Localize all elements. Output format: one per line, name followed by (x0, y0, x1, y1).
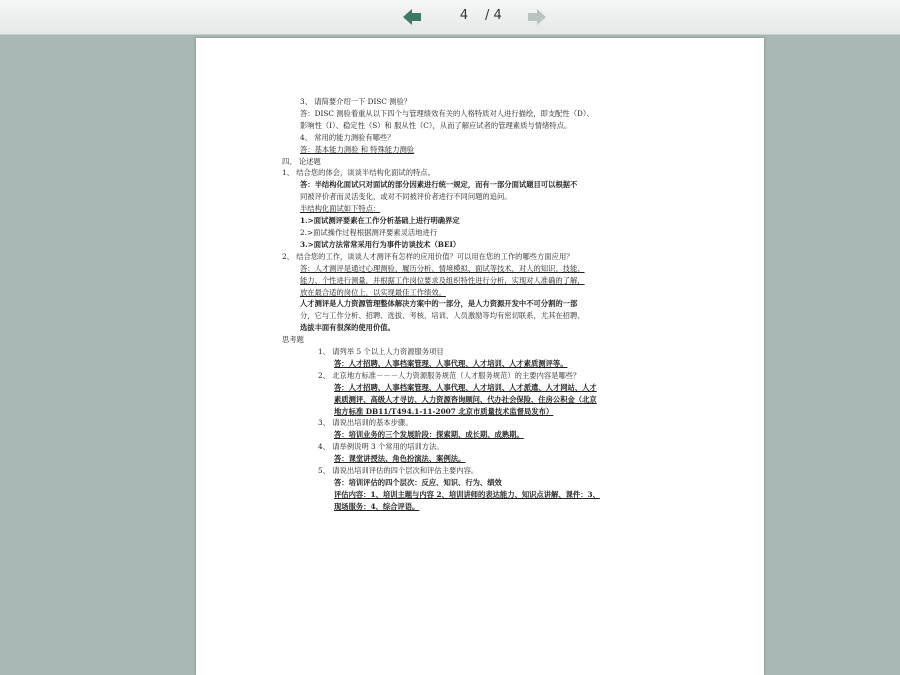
question-1: 1、 结合您的体会，谈谈半结构化面试的特点。 (282, 168, 435, 178)
answer-line: 素质测评、高级人才寻访、人力资源咨询顾问、代办社会保险、住房公积金（北京 (334, 394, 597, 404)
question-1: 1、 请列举 5 个以上人力资源服务项目 (318, 347, 444, 357)
question-2: 2、 结合您的工作，谈谈人才测评有怎样的应用价值？可以用在您的工作的哪些方面应用？ (282, 251, 574, 261)
answer-line: 2.>面试操作过程根据测评要素灵活地进行 (300, 227, 438, 237)
answer-line: 能力、个性进行测量，并根据工作岗位要求及组织特性进行分析，实现对人准确的了解， (300, 275, 585, 285)
answer-line: 人才测评是人力资源管理整体解决方案中的一部分，是人力资源开发中不可分割的一部 (300, 299, 578, 309)
answer-line: 答：人才招聘、人事档案管理、人事代理、人才培训、人才派遣、人才网站、人才 (334, 382, 597, 392)
answer-line: 影响性（I）、稳定性（S）和 服从性（C），从而了解应试者的管理素质与情绪特点。 (300, 120, 572, 130)
document-page (196, 38, 764, 675)
question-2: 2、 北京地方标准－－－人力资源服务规范（人才服务规范）的主要内容是哪些？ (318, 370, 581, 380)
question-3: 3、 请说出培训的基本步骤。 (318, 418, 413, 428)
answer-line: 分，它与工作分析、招聘、选拔、考核、培训、人员激励等均有密切联系，尤其在招聘、 (300, 311, 585, 321)
answer-line: 答：半结构化面试只对面试的部分因素进行统一规定，而有一部分面试题目可以根据不 (300, 180, 578, 190)
question-4: 4、 请举例说明 3 个常用的培训方法。 (318, 442, 444, 452)
page-content (282, 96, 682, 513)
answer-line: 答：课堂讲授法、角色扮演法、案例法。 (334, 454, 466, 464)
answer-line: 评估内容：1、培训主题与内容 2、培训讲师的表达能力、知识点讲解、课件：3、 (334, 489, 600, 499)
question-4: 4、 常用的能力测验有哪些？ (300, 132, 395, 142)
answer-line: 1.>面试测评要素在工作分析基础上进行明确界定 (300, 216, 460, 226)
answer-line: 放在最合适的岗位上，以实现最佳工作绩效。 (300, 287, 446, 297)
toolbar (0, 0, 900, 35)
answer-line: 答：人才测评是通过心理测验、履历分析、情境模拟、面试等技术，对人的知识、技能、 (300, 263, 585, 273)
current-page-number[interactable]: 4 (459, 8, 469, 23)
answer-line: 答：培训评估的四个层次：反应、知识、行为、绩效 (334, 478, 502, 487)
answer-line: 答：人才招聘、人事档案管理、人事代理、人才培训、人才素质测评等。 (334, 358, 568, 368)
question-3: 3、 请简要介绍一下 DISC 测验？ (300, 97, 412, 106)
section-heading: 四、 论述题 (282, 156, 321, 166)
arrow-left-icon[interactable] (403, 9, 423, 25)
answer-line: 答：基本能力测验 和 特殊能力测验 (300, 144, 415, 154)
total-pages-label: / 4 (485, 8, 502, 23)
arrow-right-icon[interactable] (526, 9, 546, 25)
answer-line: 答：DISC 测验着重从以下四个与管理绩效有关的人格特质对人进行描绘，即支配性（D）、 (300, 108, 594, 118)
answer-line: 同被评价者而灵活变化，或对不同被评价者进行不同问题的追问。 (300, 192, 512, 202)
answer-line: 3.>面试方法常常采用行为事件访谈技术（BEI） (300, 239, 461, 249)
section-heading: 思考题 (282, 335, 304, 345)
answer-line: 选拔丰面有很深的使用价值。 (300, 323, 395, 333)
answer-line: 地方标准 DB11/T494.1-11-2007 北京市质量技术监督局发布） (334, 406, 554, 416)
answer-line: 半结构化面试如下特点： (300, 204, 381, 214)
answer-line: 答：培训业务的三个发展阶段：探索期、成长期、成熟期。 (334, 430, 524, 440)
answer-line: 现场服务：4、综合评语。 (334, 501, 420, 511)
question-5: 5、 请说出培训评估的四个层次和评估主要内容。 (318, 466, 479, 476)
